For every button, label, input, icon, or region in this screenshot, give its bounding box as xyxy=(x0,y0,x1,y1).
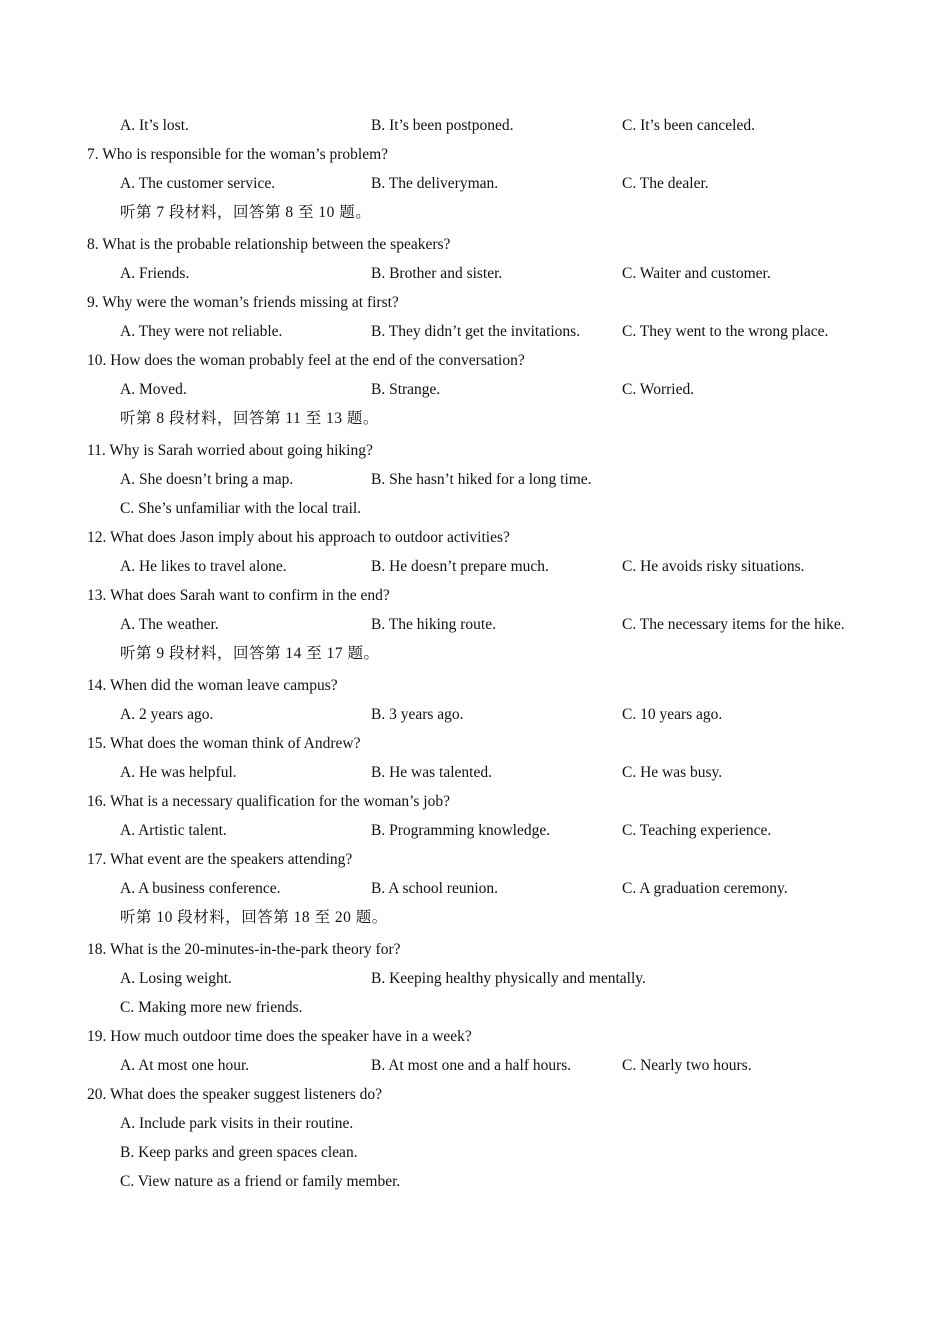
answer-option-b: B. 3 years ago. xyxy=(371,706,464,723)
answer-option-a: A. She doesn’t bring a map. xyxy=(120,471,294,488)
question-text: 8. What is the probable relationship between the speakers? xyxy=(87,236,451,253)
question-text: 18. What is the 20-minutes-in-the-park theory for? xyxy=(87,941,401,958)
question-text: 14. When did the woman leave campus? xyxy=(87,677,338,694)
answer-option-b: B. At most one and a half hours. xyxy=(371,1057,572,1074)
answer-option-b: B. Strange. xyxy=(371,381,441,398)
section-instruction: 听第 8 段材料，回答第 11 至 13 题。 xyxy=(120,410,379,427)
answer-option: C. View nature as a friend or family member. xyxy=(120,1173,401,1190)
answer-option-b: B. Keeping healthy physically and mentally. xyxy=(371,970,646,987)
answer-option-c: C. He avoids risky situations. xyxy=(622,558,805,575)
answer-option: C. She’s unfamiliar with the local trail. xyxy=(120,500,362,517)
answer-option: C. Making more new friends. xyxy=(120,999,303,1016)
answer-option-c: C. It’s been canceled. xyxy=(622,117,755,134)
section-instruction: 听第 7 段材料，回答第 8 至 10 题。 xyxy=(120,204,372,221)
answer-option-c: C. A graduation ceremony. xyxy=(622,880,788,897)
question-text: 13. What does Sarah want to confirm in the end? xyxy=(87,587,390,604)
answer-option-c: C. Nearly two hours. xyxy=(622,1057,752,1074)
answer-option-a: A. 2 years ago. xyxy=(120,706,214,723)
answer-option-a: A. At most one hour. xyxy=(120,1057,250,1074)
answer-option-a: A. It’s lost. xyxy=(120,117,189,134)
answer-option: A. Include park visits in their routine. xyxy=(120,1115,354,1132)
question-text: 12. What does Jason imply about his approach to outdoor activities? xyxy=(87,529,510,546)
question-text: 16. What is a necessary qualification for the woman’s job? xyxy=(87,793,450,810)
section-instruction: 听第 10 段材料，回答第 18 至 20 题。 xyxy=(120,909,388,926)
answer-option-c: C. They went to the wrong place. xyxy=(622,323,829,340)
question-text: 15. What does the woman think of Andrew? xyxy=(87,735,361,752)
answer-option-c: C. Waiter and customer. xyxy=(622,265,771,282)
answer-option: B. Keep parks and green spaces clean. xyxy=(120,1144,358,1161)
answer-option-c: C. The dealer. xyxy=(622,175,709,192)
question-text: 7. Who is responsible for the woman’s problem? xyxy=(87,146,389,163)
answer-option-a: A. A business conference. xyxy=(120,880,281,897)
answer-option-b: B. Programming knowledge. xyxy=(371,822,551,839)
answer-option-b: B. He was talented. xyxy=(371,764,492,781)
question-text: 17. What event are the speakers attending? xyxy=(87,851,353,868)
answer-option-b: B. The deliveryman. xyxy=(371,175,499,192)
section-instruction: 听第 9 段材料，回答第 14 至 17 题。 xyxy=(120,645,380,662)
answer-option-a: A. Losing weight. xyxy=(120,970,232,987)
answer-option-c: C. Teaching experience. xyxy=(622,822,772,839)
answer-option-b: B. A school reunion. xyxy=(371,880,499,897)
answer-option-a: A. Artistic talent. xyxy=(120,822,227,839)
answer-option-a: A. Moved. xyxy=(120,381,187,398)
answer-option-a: A. He likes to travel alone. xyxy=(120,558,287,575)
answer-option-a: A. He was helpful. xyxy=(120,764,237,781)
answer-option-b: B. The hiking route. xyxy=(371,616,496,633)
answer-option-c: C. Worried. xyxy=(622,381,695,398)
question-text: 10. How does the woman probably feel at the end of the conversation? xyxy=(87,352,525,369)
answer-option-b: B. Brother and sister. xyxy=(371,265,503,282)
answer-option-b: B. He doesn’t prepare much. xyxy=(371,558,549,575)
question-text: 20. What does the speaker suggest listeners do? xyxy=(87,1086,382,1103)
answer-option-a: A. Friends. xyxy=(120,265,190,282)
question-text: 9. Why were the woman’s friends missing at first? xyxy=(87,294,399,311)
answer-option-a: A. The customer service. xyxy=(120,175,276,192)
answer-option-b: B. It’s been postponed. xyxy=(371,117,514,134)
answer-option-a: A. The weather. xyxy=(120,616,219,633)
answer-option-c: C. He was busy. xyxy=(622,764,723,781)
question-text: 19. How much outdoor time does the speaker have in a week? xyxy=(87,1028,472,1045)
answer-option-b: B. She hasn’t hiked for a long time. xyxy=(371,471,592,488)
answer-option-b: B. They didn’t get the invitations. xyxy=(371,323,581,340)
answer-option-a: A. They were not reliable. xyxy=(120,323,283,340)
answer-option-c: C. 10 years ago. xyxy=(622,706,723,723)
question-text: 11. Why is Sarah worried about going hiking? xyxy=(87,442,373,459)
answer-option-c: C. The necessary items for the hike. xyxy=(622,616,845,633)
